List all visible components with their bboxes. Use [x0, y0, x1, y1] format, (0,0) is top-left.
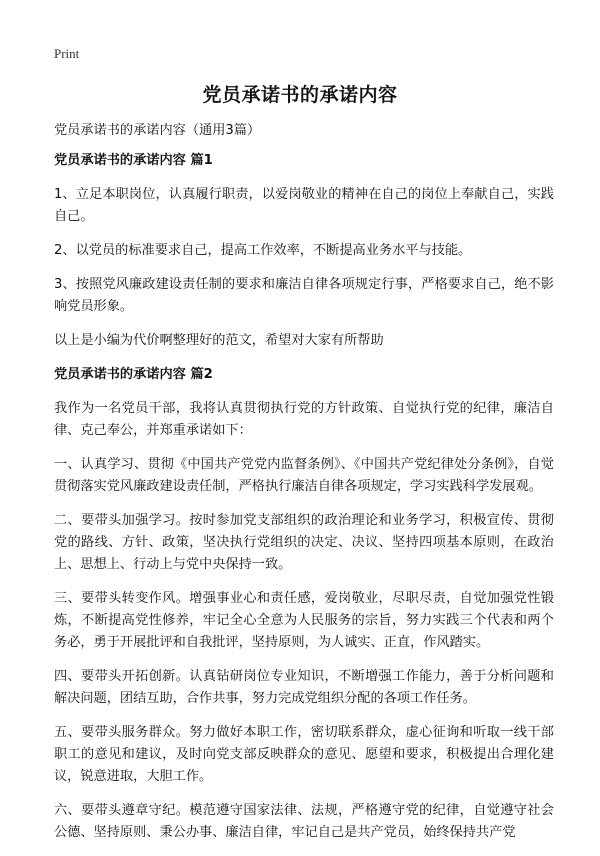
- paragraph: 三、要带头转变作风。增强事业心和责任感，爱岗敬业，尽职尽责，自觉加强党性锻炼，不断提高党性修养，牢记全心全意为人民服务的宗旨，努力实践三个代表和两个务必，勇于开展批评和自我批评，坚持原则，为人诚实、正直，作风踏实。: [54, 591, 554, 650]
- paragraph: 2、以党员的标准要求自己，提高工作效率，不断提高业务水平与技能。: [54, 243, 472, 258]
- document-subtitle: 党员承诺书的承诺内容（通用3篇）: [54, 123, 261, 138]
- paragraph: 五、要带头服务群众。努力做好本职工作，密切联系群众，虚心征询和听取一线干部 职工的意见和建议，及时向党支部反映群众的意见、愿望和要求，积极提出合理化建议，锐意进取，大胆工作。: [54, 725, 554, 784]
- document-body: [54, 120, 554, 856]
- paragraph: 二、要带头加强学习。按时参加党支部组织的政治理论和业务学习，积极宣传、贯彻党的路线、方针、政策，坚决执行党组织的决定、决议、坚持四项基本原则，在政治上、思想上、行动上与党中央保持一致。: [54, 513, 554, 572]
- paragraph: 六、要带头遵章守纪。模范遵守国家法律、法规，严格遵守党的纪律，自觉遵守社会公德、坚持原则、秉公办事、廉洁自律，牢记自己是共产党员，始终保持共产党: [54, 803, 554, 840]
- paragraph: 我作为一名党员干部，我将认真贯彻执行党的方针政策、自觉执行党的纪律，廉洁自律、克己奉公，并郑重承诺如下：: [54, 401, 554, 438]
- print-label: Print: [54, 46, 80, 61]
- page-title: 党员承诺书的承诺内容: [202, 84, 398, 106]
- section-heading-2: 党员承诺书的承诺内容 篇2: [54, 367, 213, 382]
- paragraph: 1、立足本职岗位，认真履行职责，以爱岗敬业的精神在自己的岗位上奉献自己，实践自己。: [54, 187, 554, 224]
- paragraph: 以上是小编为代价啊整理好的范文，希望对大家有所帮助: [54, 333, 384, 348]
- paragraph: 3、按照党风廉政建设责任制的要求和廉洁自律各项规定行事，严格要求自己，绝不影响党员形象。: [54, 277, 554, 314]
- section-heading-1: 党员承诺书的承诺内容 篇1: [54, 153, 213, 168]
- paragraph: 一、认真学习、贯彻《中国共产党党内监督条例》、《中国共产党纪律处分条例》，自觉贯彻落实党风廉政建设责任制，严格执行廉洁自律各项规定，学习实践科学发展观。: [54, 457, 554, 494]
- paragraph: 四、要带头开拓创新。认真钻研岗位专业知识，不断增强工作能力，善于分析问题和解决问题，团结互助，合作共事，努力完成党组织分配的各项工作任务。: [54, 669, 554, 706]
